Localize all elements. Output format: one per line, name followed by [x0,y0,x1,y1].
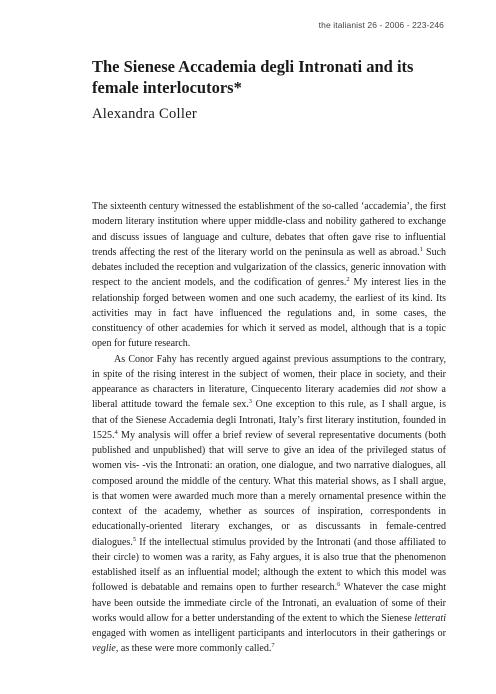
paragraph-text: The sixteenth century witnessed the establishment of the so-called ‘accademia’, the first modern literary institution where upper middle-class and nobility gathered to exchange and discuss issues of language and culture, debates that often gave rise to influential trends affecting the rest of the literary world on the peninsula as well as abroad. [92,201,446,258]
paragraph-text: show a liberal attitude toward the female sex. [92,384,446,411]
italic-term: veglie [92,643,116,655]
footnote-marker: 4 [114,428,118,436]
paragraph-text: If the intellectual stimulus provided by the Intronati (and those affiliated to their circle) to women was a rarity, as Fahy argues, it is also true that the phenomenon established itself as an influential model; although the extent to which this model was followed is debatable and remains open to further research. [92,536,446,594]
article-body [92,199,446,657]
body-paragraph [92,352,446,657]
footnote-marker: 3 [248,398,253,406]
running-head: the italianist 26 - 2006 - 223-246 [318,20,444,30]
paragraph-text: Whatever the case might have been outside the immediate circle of the Intronati, an evaluation of some of their works would allow for a better understanding of the extent to which the Sienese [92,582,446,624]
paragraph-text: engaged with women as intelligent participants and interlocutors in their gatherings or [92,628,446,639]
paragraph-text: My interest lies in the relationship forged between women and one such academy, the earliest of its kind. Its activities may in fact have influenced the regulations and, in some cases, the constituency of other academies for which it served as model, although that is a topic open for future research. [92,277,446,350]
italic-term: not [400,384,413,395]
paragraph-text: Such debates included the reception and vulgarization of the classics, generic innovation with respect to the ancient models, and the codification of genres. [92,246,447,289]
italic-term: letterati [414,612,446,624]
paragraph-text: , as these were more commonly called. [115,643,272,655]
article-title: The Sienese Accademia degli Intronati and its female interlocutors* [92,57,414,97]
paragraph-text: One exception to this rule, as I shall argue, is that of the Sienese Accademia degli Intronati, Italy’s first literary institution, founded in 1525. [92,399,446,441]
footnote-marker: 2 [346,276,350,284]
footnote-marker: 5 [132,535,137,543]
paragraph-text: My analysis will offer a brief review of several representative documents (both published and unpublished) that will serve to give an idea of the privileged status of women vis- -vis the Intronati: an oration, one dialogue, and two narrative dialogues, all composed around the middle of the century. What this material shows, as I shall argue, is that women were awarded much more than a merely ornamental presence within the context of the academy, whether as sources of inspiration, correspondents in educationally-oriented literary exchanges, or as discussants in female-centred dialogues. [92,429,446,548]
footnote-marker: 6 [337,581,341,589]
article-author: Alexandra Coller [92,106,198,122]
footnote-marker: 1 [419,245,423,253]
footnote-marker: 7 [271,642,275,650]
body-paragraph [92,199,446,352]
paragraph-text: As Conor Fahy has recently argued against previous assumptions to the contrary, in spite of the rising interest in the subject of women, their place in society, and their appearance as characters in literature, Cinquecento literary academies did [92,353,446,395]
